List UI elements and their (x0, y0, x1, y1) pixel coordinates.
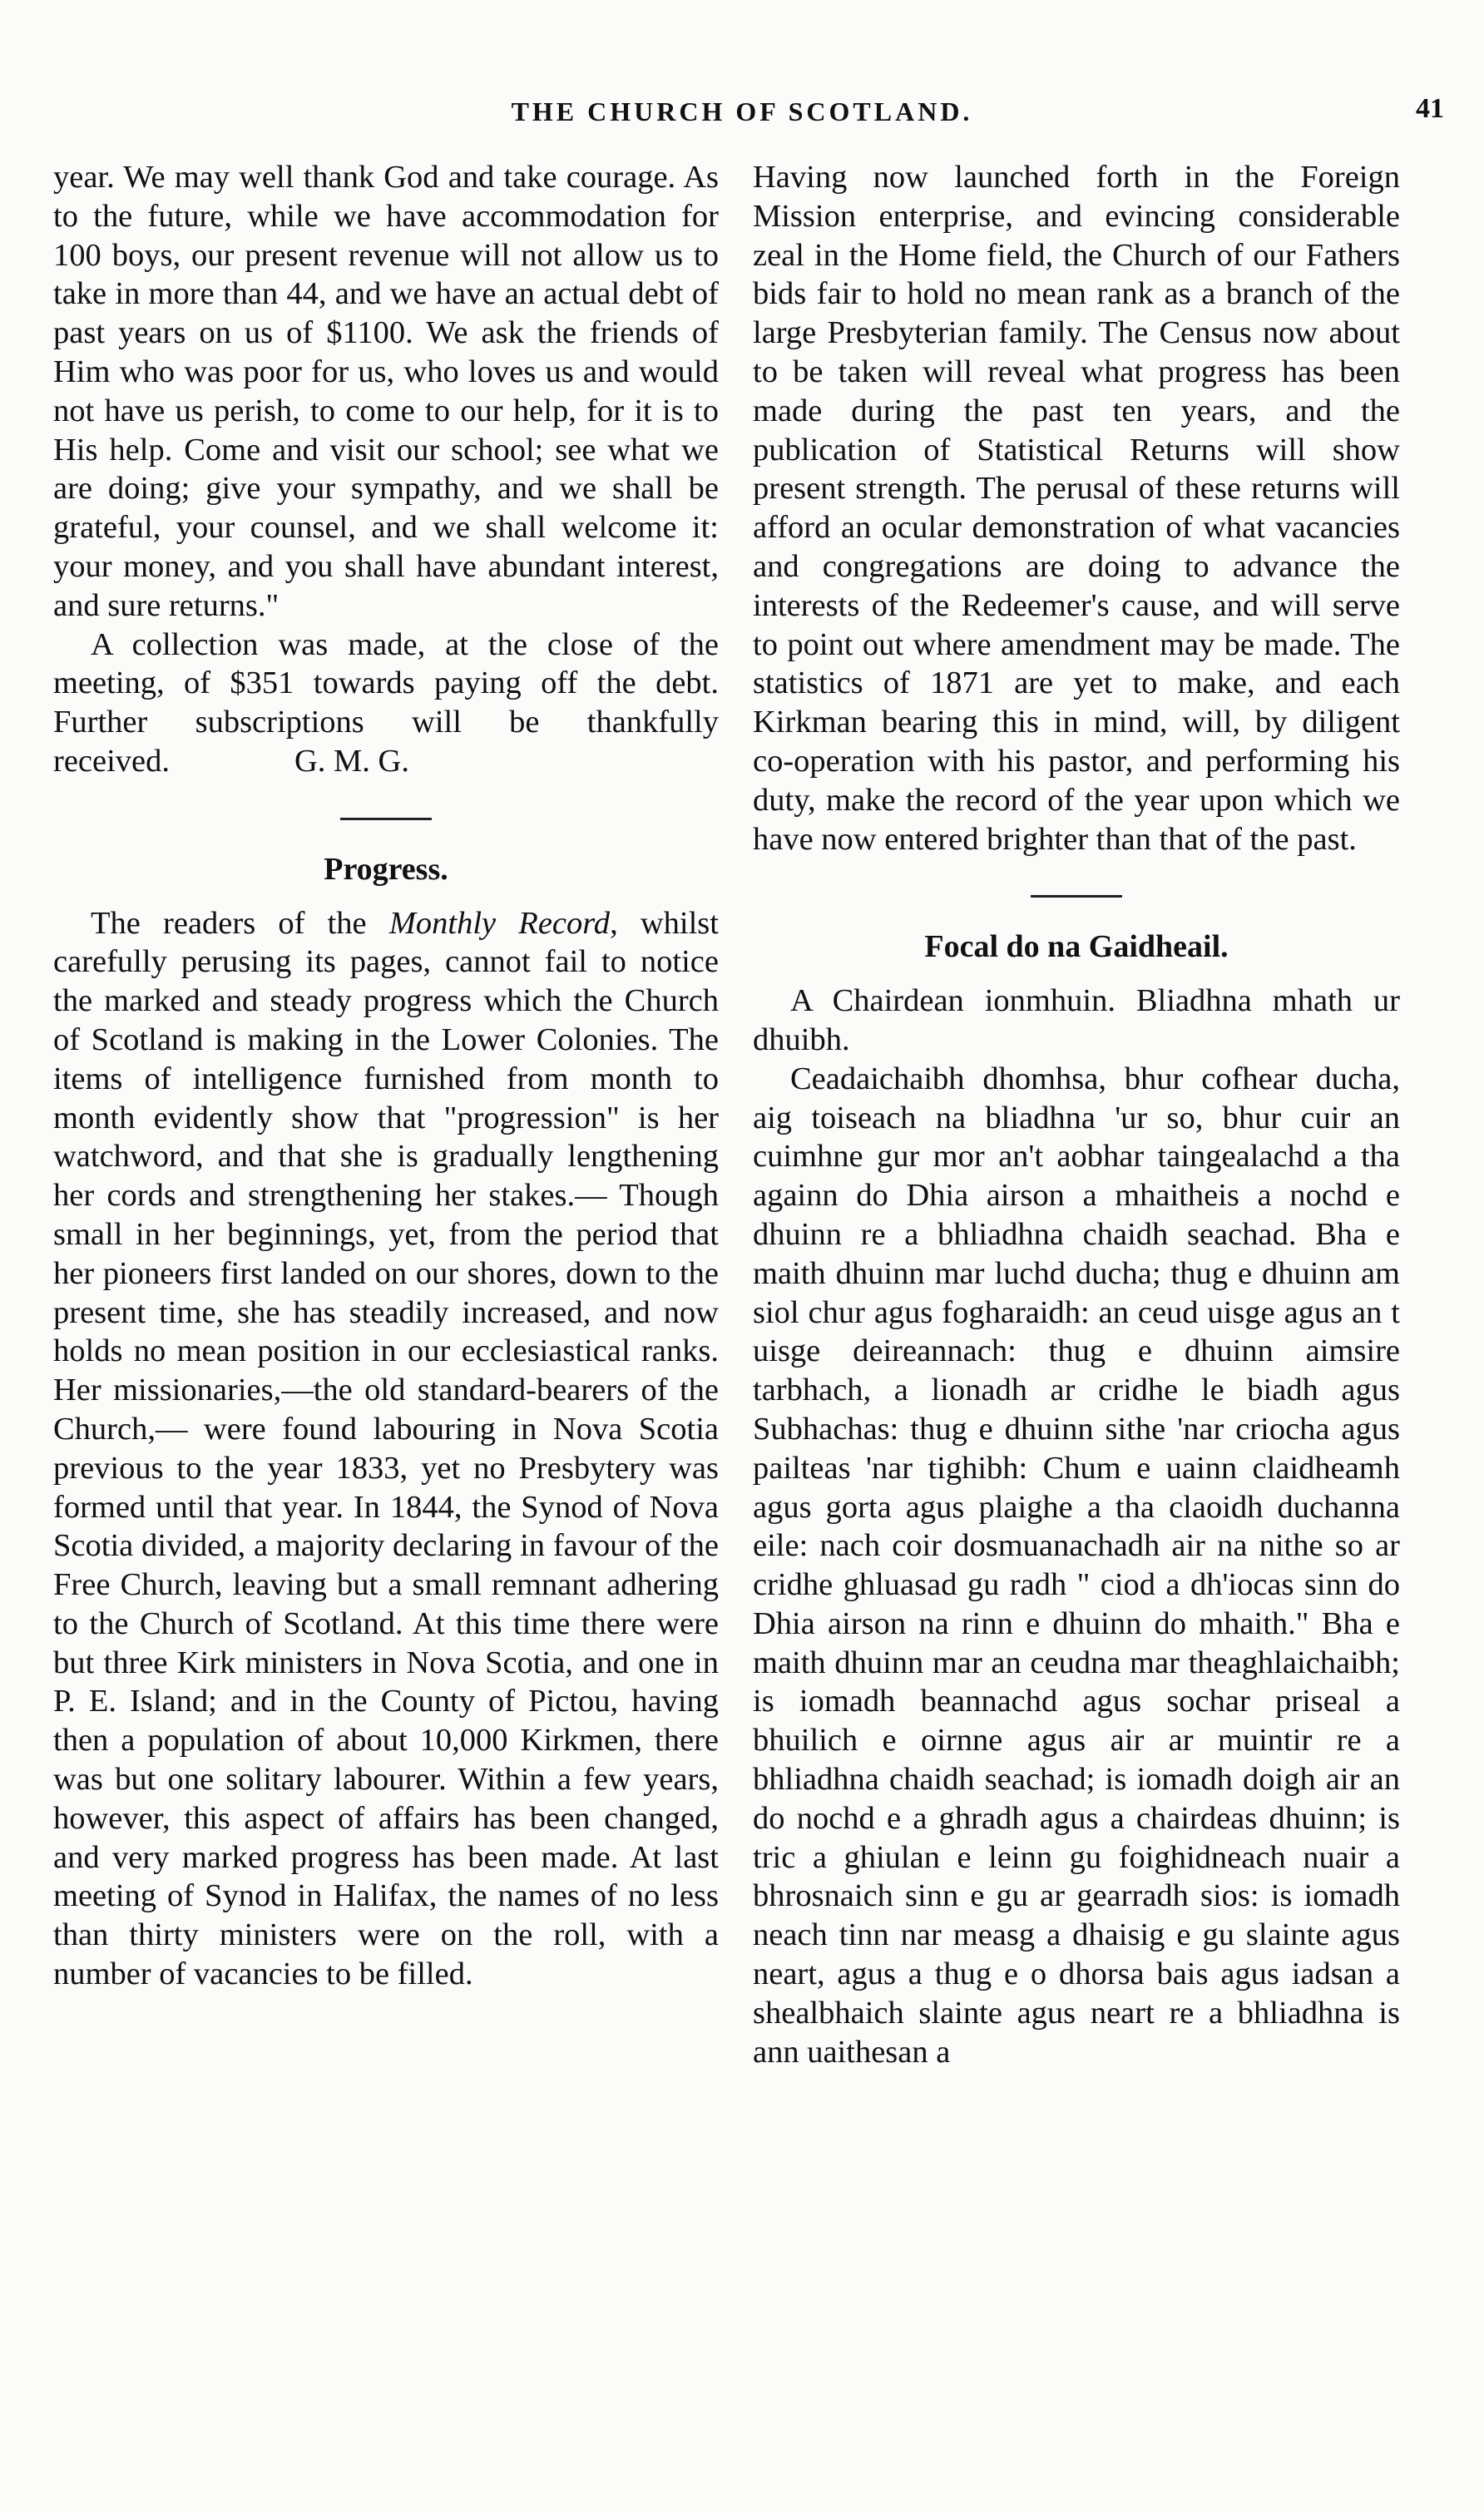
left-paragraph-3-rest: , whilst carefully perusing its pages, cannot fail to notice the marked and steady progress which the Church of Scotland is making in the Lower Colonies. The items of intelligence furnished from month to month evidently show that "progression" is her watchword, and that she is gradually lengthening her cords and strengthening her stakes.— Though small in her beginnings, yet, from the period that her pioneers first landed on our shores, down to the present time, she has steadily increased, and now holds no mean position in our ecclesiastical ranks. Her missionaries,—the old standard-bearers of the Church,— were found labouring in Nova Scotia previous to the year 1833, yet no Presbytery was formed until that year. In 1844, the Synod of Nova Scotia divided, a majority declaring in favour of the Free Church, leaving but a small remnant adhering to the Church of Scotland. At this time there were but three Kirk ministers in Nova Scotia, and one in P. E. Island; and in the County of Pictou, having then a population of about 10,000 Kirkmen, there was but one solitary labourer. Within a few years, however, this aspect of affairs has been changed, and very marked progress has been made. At last meeting of Synod in Halifax, the names of no less than thirty ministers were on the roll, with a number of vacancies to be filled. (53, 905, 719, 1992)
left-paragraph-1: year. We may well thank God and take courage. As to the future, while we have accommodation for 100 boys, our present revenue will not allow us to take in more than 44, and we have an actual debt of past years on us of $1100. We ask the friends of Him who was poor for us, who loves us and would not have us perish, to come to our help, for it is to His help. Come and visit our school; see what we are doing; give your sympathy, and we shall be grateful, your counsel, and we shall welcome it: your money, and you shall have abundant interest, and sure returns." (53, 160, 719, 623)
section-divider-right (1031, 895, 1122, 898)
right-paragraph-1: Having now launched forth in the Foreign Mission enterprise, and evincing considerable zeal in the Home field, the Church of our Fathers bids fair to hold no mean rank as a branch of the large Presbyterian family. The Census now about to be taken will reveal what progress has been made during the past ten years, and the publication of Statistical Returns will show present strength. The perusal of these returns will afford an ocular demonstration of what vacancies and congregations are doing to advance the interests of the Redeemer's cause, and will serve to point out where amendment may be made. The statistics of 1871 are yet to make, and each Kirkman bearing this in mind, will, by diligent co-operation with his pastor, and performing his duty, make the record of the year upon which we have now entered brighter than that of the past. (753, 160, 1400, 857)
signature: G. M. G. (294, 743, 409, 779)
monthly-record-title: Monthly Record (388, 905, 611, 941)
running-header (0, 92, 1484, 133)
left-paragraph-2-text: A collection was made, at the close of the meeting, of $351 towards paying off the debt. Further subscriptions will be thankfully received. (53, 626, 719, 779)
gaelic-heading: Focal do na Gaidheail. (924, 929, 1229, 965)
section-divider (340, 818, 432, 820)
progress-heading: Progress. (324, 851, 448, 887)
left-paragraph-3 (53, 904, 719, 1994)
left-paragraph-2 (53, 626, 719, 781)
left-paragraph-3-start: The readers of the (91, 905, 367, 941)
left-column (53, 158, 719, 1994)
right-paragraph-2: A Chairdean ionmhuin. Bliadhna mhath ur dhuibh. (753, 983, 1400, 1057)
right-column (753, 158, 1400, 2071)
right-paragraph-3: Ceadaichaibh dhomhsa, bhur cofhear ducha, aig toiseach na bliadhna 'ur so, bhur cuir an cuimhne gur mor an't aobhar taingealachd a tha againn do Dhia airson a mhaitheis a nochd e dhuinn re a bhliadhna chaidh seachad. Bha e maith dhuinn mar luchd ducha; thug e dhuinn am siol chur agus fogharaidh: an ceud uisge agus an t uisge deireannach: thug e dhuinn aimsire tarbhach, a lionadh ar cridhe le biadh agus Subhachas: thug e dhuinn sithe 'nar criocha agus pailteas 'nar tighibh: Chum e uainn claidheamh agus gorta agus plaighe a tha claoidh duchanna eile: nach coir dosmuanachadh air na nithe so ar cridhe ghluasad gu radh " ciod a dh'iocas sinn do Dhia airson na rinn e dhuinn do mhaith." Bha e maith dhuinn mar an ceudna mar theaghlaichaibh; is iomadh beannachd agus sochar priseal a bhuilich e oirnne agus air ar muintir re a bhliadhna chaidh seachad; is iomadh doigh air an do nochd e a ghradh agus a chairdeas dhuinn; is tric a ghiulan e leinn gu foighidneach nuair a bhrosnaich sinn e gu ar gearradh sios: is iomadh neach tinn nar measg a dhaisig e gu slainte agus neart, agus a thug e o dhorsa bais agus iadsan a shealbhaich slainte agus neart re a bhliadhna is ann uaithesan a (753, 1061, 1400, 2070)
page-number: 41 (1416, 93, 1444, 124)
running-title: THE CHURCH OF SCOTLAND. (511, 96, 973, 126)
